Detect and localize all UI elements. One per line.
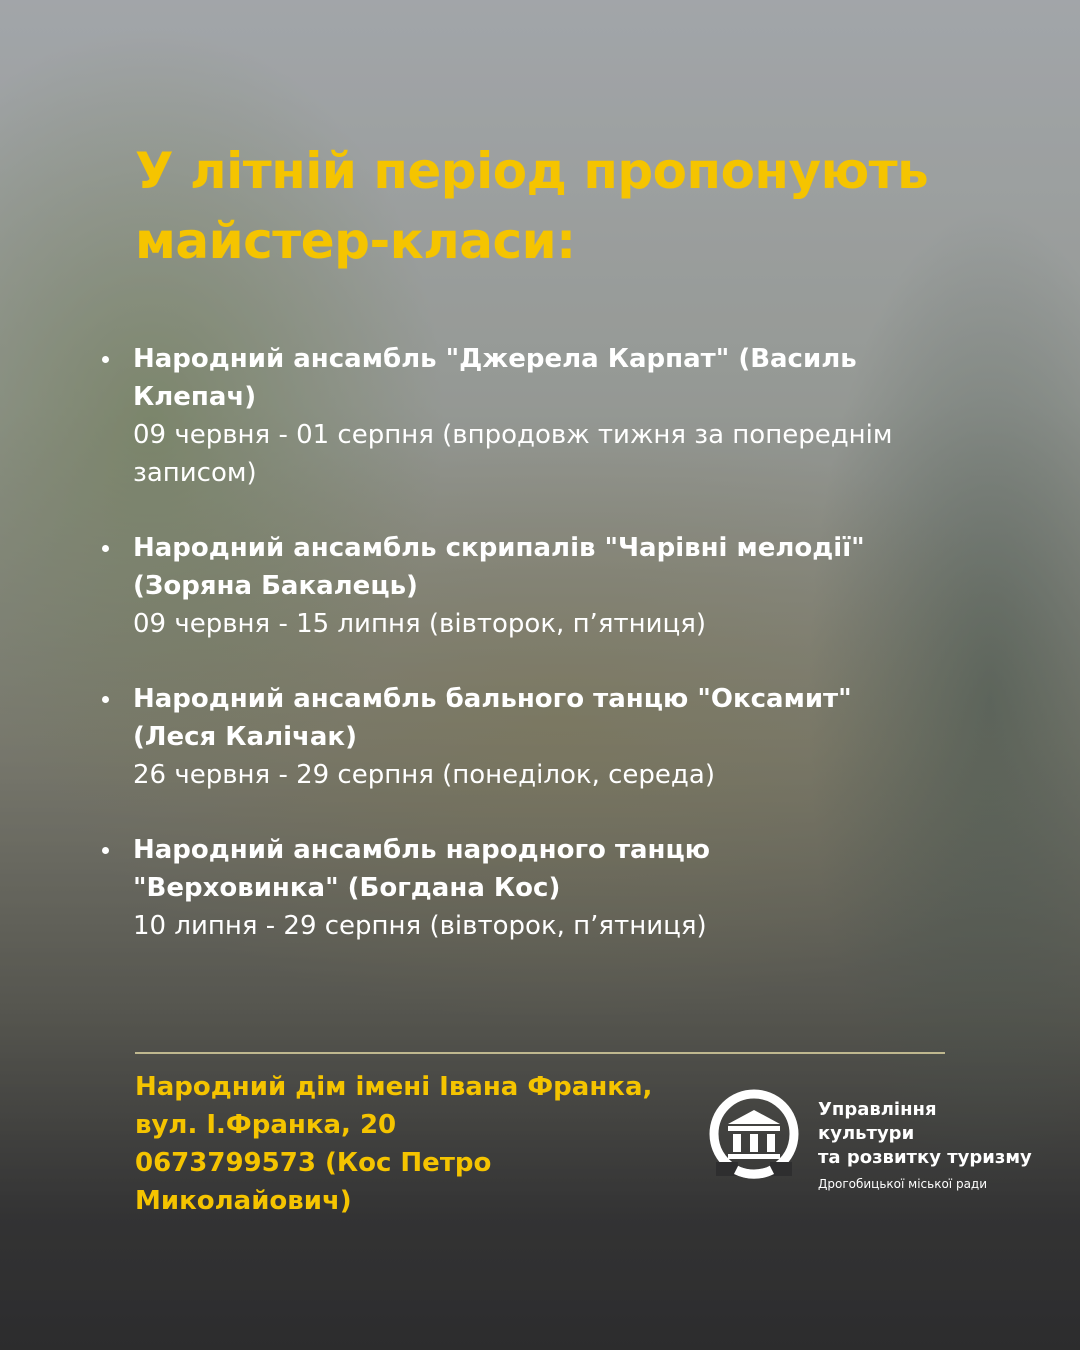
bullet-icon: [102, 545, 109, 552]
list-item: [96, 529, 916, 643]
organization-name-line1: Управління культури: [818, 1099, 937, 1144]
organization-text: [818, 1098, 1036, 1194]
columns-building-icon: [706, 1088, 802, 1184]
schedule-dates: 26 червня - 29 серпня (понеділок, середа): [133, 760, 715, 790]
organization-logo-block: [706, 1088, 1036, 1191]
bullet-icon: [102, 847, 109, 854]
bullet-icon: [102, 356, 109, 363]
schedule-dates: 10 липня - 29 серпня (вівторок, п’ятниця): [133, 911, 707, 941]
ensemble-name: Народний ансамбль бального танцю "Оксамит" (Леся Калічак): [133, 684, 852, 752]
list-item: [96, 680, 916, 794]
divider: [135, 1052, 945, 1054]
ensemble-name: Народний ансамбль народного танцю "Верховинка" (Богдана Кос): [133, 835, 711, 903]
organization-subtitle: Дрогобицької міської ради: [818, 1177, 988, 1191]
venue-name: Народний дім імені Івана Франка,: [135, 1072, 653, 1102]
ensemble-name: Народний ансамбль скрипалів "Чарівні мелодії" (Зоряна Бакалець): [133, 533, 865, 601]
schedule-dates: 09 червня - 15 липня (вівторок, п’ятниця): [133, 609, 706, 639]
poster-title: У літній період пропонують майстер-класи:: [135, 142, 929, 270]
venue-address: вул. І.Франка, 20: [135, 1110, 397, 1140]
organization-name-line2: та розвитку туризму: [818, 1147, 1032, 1168]
bullet-icon: [102, 696, 109, 703]
schedule-dates: 09 червня - 01 серпня (впродовж тижня за попереднім записом): [133, 420, 893, 488]
ensemble-name: Народний ансамбль "Джерела Карпат" (Василь Клепач): [133, 344, 857, 412]
list-item: [96, 831, 916, 945]
contact-phone: 0673799573 (Кос Петро Миколайович): [135, 1148, 492, 1216]
workshop-list: [96, 340, 916, 982]
list-item: [96, 340, 916, 492]
contact-block: [135, 1068, 695, 1220]
